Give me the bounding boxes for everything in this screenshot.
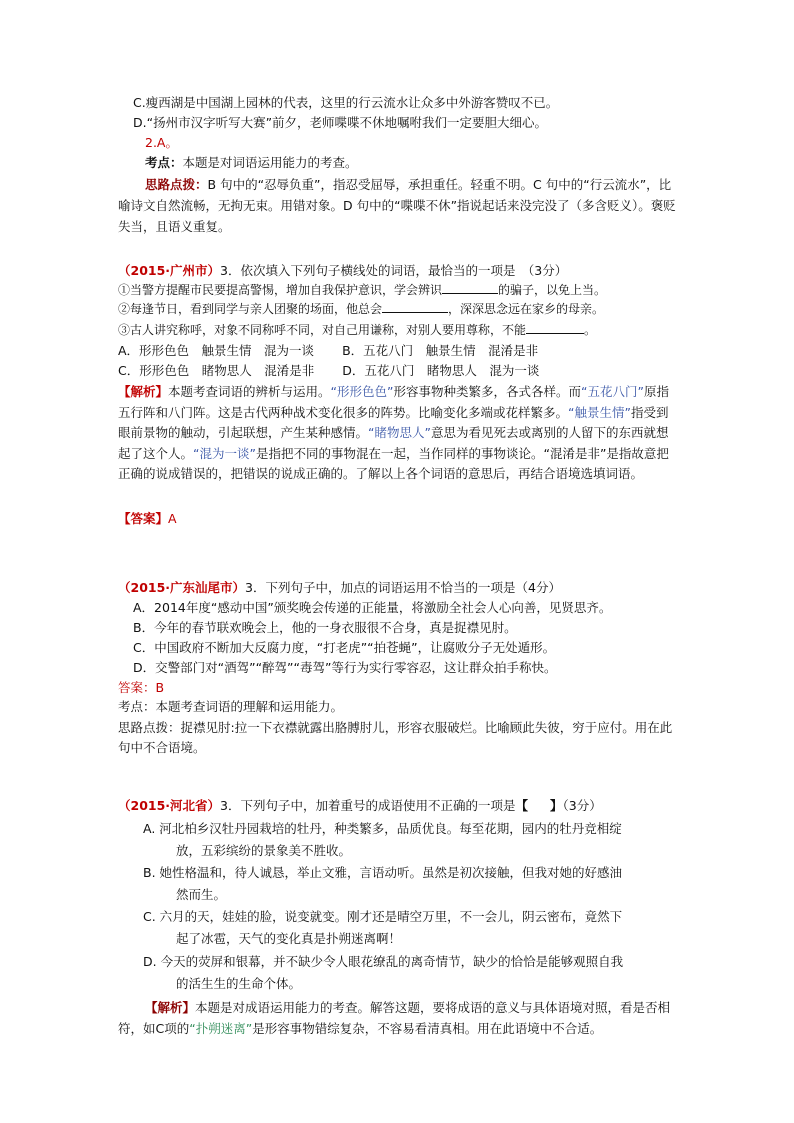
- option-a: A．形形色色 触景生情 混为一谈: [118, 343, 315, 358]
- question-header-3: [118, 797, 602, 815]
- term-puhuomili: “扑朔迷离”: [189, 1021, 253, 1036]
- jiexi-text-3b: 是形容事物错综复杂，不容易看清真相。用在此语境中不合适。: [252, 1021, 603, 1036]
- option-b-2: B．今年的春节联欢晚会上，他的一身衣服很不合身，真是捉襟见肘。: [133, 620, 517, 635]
- question-text-2: 3．下列句子中，加点的词语运用不恰当的一项是（4分）: [245, 580, 561, 595]
- option-a-3-line-2: 放，五彩缤纷的景象美不胜收。: [176, 843, 352, 858]
- option-c-2: C．中国政府不断加大反腐力度，“打老虎”“拍苍蝇”，让腐败分子无处遁形。: [133, 640, 556, 655]
- jiexi-paragraph-3: [118, 997, 678, 1039]
- option-d: D．五花八门 睹物思人 混为一谈: [342, 363, 540, 378]
- jiexi-paragraph: [118, 382, 678, 485]
- silu-paragraph-2: 思路点拨：捉襟见肘:拉一下衣襟就露出胳膊肘儿，形容衣服破烂。比喻顾此失彼，穷于应付。用在此句中不合语境。: [118, 720, 673, 755]
- source-label-2: （2015·广东汕尾市）: [118, 580, 246, 595]
- bracket-right: 】: [550, 798, 563, 813]
- sentence-3-part-a: ③古人讲究称呼，对象不同称呼不同，对自己用谦称，对别人要用尊称，不能: [118, 323, 527, 337]
- answer-line-2: [118, 679, 164, 697]
- silu-label: 思路点拨：: [145, 177, 208, 192]
- sentence-2: [118, 300, 604, 318]
- blank-1: [442, 282, 498, 294]
- term-3: “触景生情”: [568, 404, 631, 420]
- blank-3: [526, 322, 584, 334]
- sentence-2-part-b: ，深深思念远在家乡的母亲。: [448, 302, 605, 316]
- sentence-1: [118, 281, 606, 299]
- bracket-left: 【: [515, 798, 529, 813]
- jiexi-text-2: 形容事物种类繁多，各式各样。而: [393, 384, 581, 399]
- question-score-3: （3分）: [562, 798, 602, 813]
- jiexi-text-3: 原指五行阵和八门阵。这是古代两种战术变化很多的阵势。比喻变化多端或花样繁多。: [118, 384, 669, 420]
- options-ab: [118, 342, 538, 360]
- option-d-2: D．交警部门对“酒驾”“醉驾”“毒驾”等行为实行零容忍，这让群众拍手称快。: [133, 660, 557, 675]
- question-text-3: 3．下列句子中，加着重号的成语使用不正确的一项是: [220, 798, 516, 813]
- question-header: [118, 262, 567, 280]
- option-b-3-line-2: 然而生。: [176, 887, 227, 902]
- silu-paragraph: [118, 174, 678, 237]
- answer-line: [118, 510, 177, 528]
- sentence-3-part-b: 。: [584, 323, 597, 337]
- blank-2: [382, 301, 448, 313]
- answer-label: 【答案】: [118, 511, 169, 526]
- option-c: C.瘦西湖是中国湖上园林的代表，这里的行云流水让众多中外游客赞叹不已。: [133, 95, 559, 110]
- kaodian-text: 本题是对词语运用能力的考查。: [182, 155, 358, 170]
- question-text: 3．依次填入下列句子横线处的词语，最恰当的一项是 （3分）: [220, 263, 568, 278]
- answer-label-2: 答案：: [118, 680, 156, 695]
- answer-value-2: B: [155, 680, 165, 695]
- term-2: “五花八门”: [581, 384, 644, 399]
- answer-value: A: [168, 511, 177, 526]
- jiexi-label: 【解析】: [118, 384, 169, 399]
- term-5: “混为一谈”: [193, 445, 256, 461]
- option-c-3-line-2: 起了冰雹，天气的变化真是扑朔迷离啊！: [176, 931, 402, 946]
- option-b-3-line-1: B. 她性格温和，待人诚恳，举止文雅，言语动听。虽然是初次接触，但我对她的好感油: [143, 865, 623, 880]
- option-d-3-line-2: 的活生生的生命个体。: [176, 976, 302, 991]
- jiexi-text-3a: 本题是对成语运用能力的考查。解答这题，要将成语的意义与具体语境对照，看是否相符，如C项的: [118, 1000, 671, 1036]
- option-c: C．形形色色 睹物思人 混淆是非: [118, 363, 315, 378]
- option-d-3-line-1: D. 今天的荧屏和银幕，并不缺少令人眼花缭乱的离奇情节，缺少的恰恰是能够观照自我: [143, 954, 624, 969]
- option-c-3-line-1: C. 六月的天，娃娃的脸，说变就变。刚才还是晴空万里，不一会儿，阴云密布，竟然下: [143, 909, 623, 924]
- sentence-2-part-a: ②每逢节日，看到同学与亲人团聚的场面，他总会: [118, 302, 383, 316]
- kaodian-2: 考点：本题考查词语的理解和运用能力。: [118, 699, 344, 714]
- sentence-3: [118, 321, 596, 339]
- silu-text: B 句中的“忍辱负重”，指忍受屈辱，承担重任。轻重不明。C 句中的“行云流水”，比喻诗文自然流畅，无拘无束。用错对象。D 句中的“喋喋不休”指说起话来没完没了（多含贬义）。褒贬失当，且语义重复。: [118, 177, 676, 234]
- sentence-1-part-b: 的骗子，以免上当。: [498, 283, 607, 297]
- term-4: “睹物思人”: [368, 425, 431, 440]
- sentence-1-part-a: ①当警方提醒市民要提高警惕，增加自我保护意识，学会辨识: [118, 283, 443, 297]
- question-header-2: [118, 579, 561, 597]
- jiexi-text-4: 指受到眼前景物的触动，引起联想，产生某种感情。: [118, 404, 669, 440]
- options-cd: [118, 362, 539, 380]
- source-label: （2015·广州市）: [118, 263, 221, 278]
- jiexi-text-5: 意思为看见死去或离别的人留下的东西就想起了这个人。: [118, 425, 669, 461]
- jiexi-label-3: 【解析】: [145, 1000, 196, 1015]
- kaodian: [145, 154, 358, 172]
- kaodian-label: 考点：: [145, 155, 183, 170]
- option-d: D.“扬州市汉字听写大赛”前夕，老师喋喋不休地嘱咐我们一定要胆大细心。: [133, 115, 548, 130]
- option-b: B．五花八门 触景生情 混淆是非: [342, 343, 539, 358]
- term-1: “形形色色”: [330, 384, 394, 399]
- option-a-3-line-1: A. 河北柏乡汉牡丹园栽培的牡丹，种类繁多，品质优良。每至花期，园内的牡丹竞相绽: [143, 821, 622, 836]
- option-a-2: A．2014年度“感动中国”颁奖晚会传递的正能量，将激励全社会人心向善，见贤思齐。: [133, 600, 612, 615]
- source-label-3: （2015·河北省）: [118, 798, 221, 813]
- answer: 2.A。: [145, 135, 178, 150]
- jiexi-text-6: 是指把不同的事物混在一起，当作同样的事物谈论。“混淆是非”是指故意把正确的说成错误的，把错误的说成正确的。了解以上各个词语的意思后，再结合语境选填词语。: [118, 445, 669, 481]
- jiexi-text-1: 本题考查词语的辨析与运用。: [168, 384, 331, 399]
